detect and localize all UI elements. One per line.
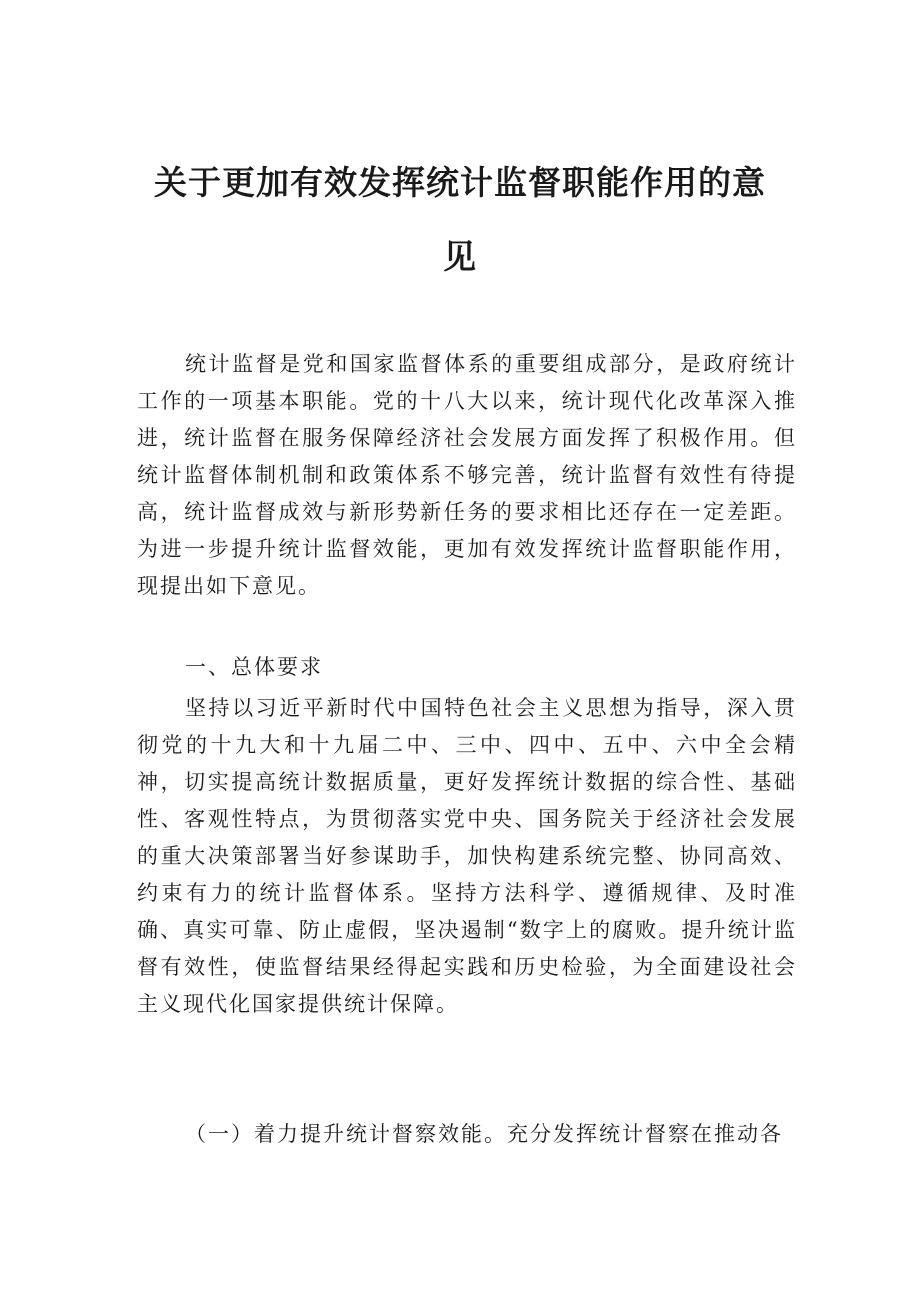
- intro-paragraph: 统计监督是党和国家监督体系的重要组成部分，是政府统计工作的一项基本职能。党的十八大以来，统计现代化改革深入推进，统计监督在服务保障经济社会发展方面发挥了积极作用。但统计监督体制机制和政策体系不够完善，统计监督有效性有待提高，统计监督成效与新形势新任务的要求相比还存在一定差距。为进一步提升统计监督效能，更加有效发挥统计监督职能作用，现提出如下意见。: [137, 352, 797, 598]
- document-title-line-2: 见: [443, 237, 477, 276]
- item-one-paragraph: （一）着力提升统计督察效能。充分发挥统计督察在推动各: [185, 1122, 783, 1146]
- document-title-line-1: 关于更加有效发挥统计监督职能作用的意: [154, 163, 766, 202]
- requirements-paragraph: 坚持以习近平新时代中国特色社会主义思想为指导，深入贯彻党的十九大和十九届二中、三中、四中、五中、六中全会精神，切实提高统计数据质量，更好发挥统计数据的综合性、基础性、客观性特点，为贯彻落实党中央、国务院关于经济社会发展的重大决策部署当好参谋助手，加快构建系统完整、协同高效、约束有力的统计监督体系。坚持方法科学、遵循规律、及时准确、真实可靠、防止虚假，坚决遏制“数字上的腐败。提升统计监督有效性，使监督结果经得起实践和历史检验，为全面建设社会主义现代化国家提供统计保障。: [137, 696, 797, 1016]
- section-heading-general-requirements: 一、总体要求: [185, 655, 323, 679]
